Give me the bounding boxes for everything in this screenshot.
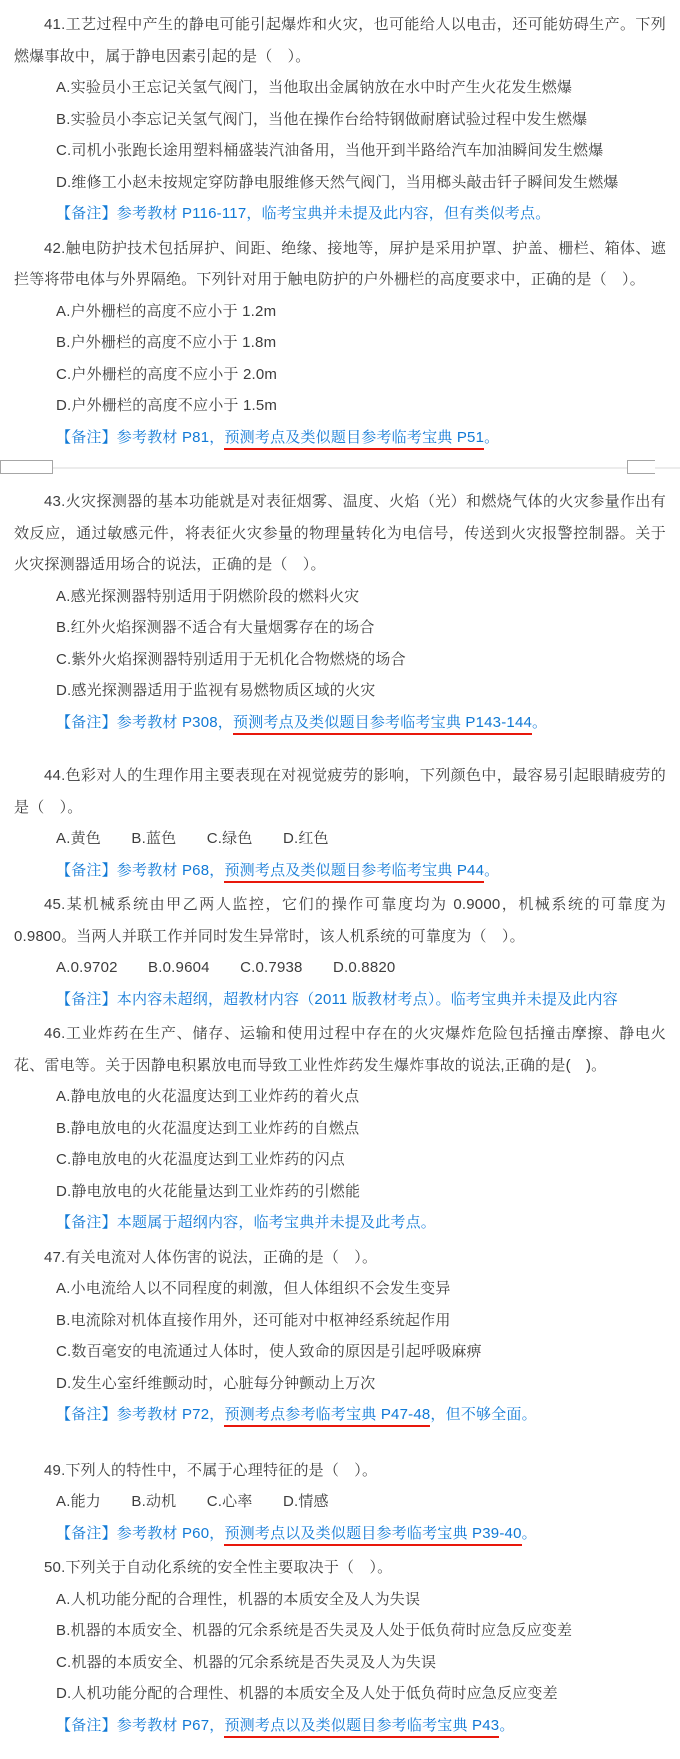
question-block-42 <box>14 233 666 454</box>
note-prefix-text: 【备注】参考教材 P81， <box>56 428 225 446</box>
option-C: C.静电放电的火花温度达到工业炸药的闪点 <box>56 1151 346 1168</box>
option-B: B.户外栅栏的高度不应小于 1.8m <box>56 334 277 351</box>
options-row: A.黄色 B.蓝色 C.绿色 D.红色 <box>56 830 329 847</box>
option-C: C.数百毫安的电流通过人体时，使人致命的原因是引起呼吸麻痹 <box>56 1343 482 1360</box>
question-block-43 <box>14 486 666 738</box>
option-C: C.户外栅栏的高度不应小于 2.0m <box>56 365 278 383</box>
options-row: A.0.9702 B.0.9604 C.0.7938 D.0.8820 <box>56 959 396 976</box>
note-prefix-text: 【备注】参考教材 P68， <box>56 861 225 879</box>
option-D: D.人机功能分配的合理性、机器的本质安全及人处于低负荷时应急反应变差 <box>56 1685 558 1702</box>
note-underlined-text: 预测考点参考临考宝典 P47-48 <box>224 1406 430 1427</box>
question-stem: 42.触电防护技术包括屏护、间距、绝缘、接地等，屏护是采用护罩、护盖、栅栏、箱体、遮拦等将带电体与外界隔绝。下列针对用于触电防护的户外栅栏的高度要求中，正确的是（ ）。 <box>14 239 666 288</box>
option-A: A.感光探测器特别适用于阴燃阶段的燃料火灾 <box>56 587 360 605</box>
note-suffix-text: 。 <box>484 861 500 879</box>
crop-mark-right <box>627 460 655 474</box>
question-stem: 47.有关电流对人体伤害的说法，正确的是（ ）。 <box>44 1248 378 1266</box>
note-underlined-text: 预测考点及类似题目参考临考宝典 P143-144 <box>233 714 532 735</box>
option-A: A.人机功能分配的合理性，机器的本质安全及人为失误 <box>56 1590 421 1608</box>
note-prefix-text: 【备注】本内容未超纲，超教材内容（2011 版教材考点）。临考宝典并未提及此内容 <box>56 990 618 1008</box>
question-stem: 45.某机械系统由甲乙两人监控，它们的操作可靠度均为 0.9000，机械系统的可靠度为 0.9800。当两人并联工作并同时发生异常时，该人机系统的可靠度为（ ）。 <box>14 896 666 945</box>
note-underlined-text: 预测考点以及类似题目参考临考宝典 P43 <box>224 1717 499 1738</box>
option-B: B.实验员小李忘记关氢气阀门，当他在操作台给特钢做耐磨试验过程中发生燃爆 <box>56 110 588 128</box>
note-prefix-text: 【备注】参考教材 P60， <box>56 1524 225 1542</box>
options-group <box>14 72 666 198</box>
option-A: A.户外栅栏的高度不应小于 1.2m <box>56 302 277 320</box>
option-B: B.机器的本质安全、机器的冗余系统是否失灵及人处于低负荷时应急反应变差 <box>56 1622 573 1639</box>
note-suffix-text: 。 <box>521 1524 537 1542</box>
crop-mark-left <box>0 460 53 474</box>
question-stem: 46.工业炸药在生产、储存、运输和使用过程中存在的火灾爆炸危险包括撞击摩擦、静电火花、雷电等。关于因静电积累放电而导致工业性炸药发生爆炸事故的说法,正确的是( )。 <box>14 1025 666 1074</box>
options-group <box>14 823 666 855</box>
note-underlined-text: 预测考点及类似题目参考临考宝典 P51 <box>224 429 484 450</box>
option-B: B.红外火焰探测器不适合有大量烟雾存在的场合 <box>56 619 375 636</box>
note-line <box>14 1518 666 1550</box>
blank-line <box>14 1431 666 1452</box>
option-A: A.静电放电的火花温度达到工业炸药的着火点 <box>56 1088 360 1105</box>
option-A: A.小电流给人以不同程度的刺激，但人体组织不会发生变异 <box>56 1280 451 1297</box>
note-line <box>14 1710 666 1742</box>
options-group <box>14 1273 666 1399</box>
option-B: B.静电放电的火花温度达到工业炸药的自燃点 <box>56 1119 360 1137</box>
note-prefix-text: 【备注】参考教材 P308， <box>56 713 234 731</box>
options-group <box>14 952 666 984</box>
note-line <box>14 422 666 454</box>
question-stem: 49.下列人的特性中，不属于心理特征的是（ ）。 <box>44 1461 378 1479</box>
option-D: D.户外栅栏的高度不应小于 1.5m <box>56 397 278 414</box>
note-underlined-text: 预测考点及类似题目参考临考宝典 P44 <box>224 862 484 883</box>
option-C: C.司机小张跑长途用塑料桶盛装汽油备用，当他开到半路给汽车加油瞬间发生燃爆 <box>56 142 604 159</box>
note-suffix-text: 。 <box>532 713 548 731</box>
blank-line <box>14 738 666 757</box>
options-row: A.能力 B.动机 C.心率 D.情感 <box>56 1493 329 1510</box>
options-group <box>14 581 666 707</box>
note-line <box>14 855 666 887</box>
note-prefix-text: 【备注】参考教材 P67， <box>56 1716 225 1734</box>
note-prefix-text: 【备注】本题属于超纲内容，临考宝典并未提及此考点。 <box>56 1214 437 1231</box>
options-group <box>14 1081 666 1207</box>
note-suffix-text: ，但不够全面。 <box>430 1406 537 1423</box>
option-C: C.紫外火焰探测器特别适用于无机化合物燃烧的场合 <box>56 650 406 668</box>
question-block-46 <box>14 1018 666 1239</box>
question-stem: 50.下列关于自动化系统的安全性主要取决于（ ）。 <box>44 1559 393 1576</box>
option-A: A.实验员小王忘记关氢气阀门，当他取出金属钠放在水中时产生火花发生燃爆 <box>56 79 573 96</box>
question-stem: 41.工艺过程中产生的静电可能引起爆炸和火灾，也可能给人以电击，还可能妨碍生产。下列燃爆事故中，属于静电因素引起的是（ ）。 <box>14 16 666 65</box>
question-block-47 <box>14 1242 666 1431</box>
question-block-49 <box>14 1455 666 1550</box>
note-suffix-text: 。 <box>484 428 500 446</box>
options-group <box>14 1486 666 1518</box>
options-group <box>14 1584 666 1710</box>
option-B: B.电流除对机体直接作用外，还可能对中枢神经系统起作用 <box>56 1311 451 1329</box>
option-D: D.维修工小赵未按规定穿防静电服维修天然气阀门，当用榔头敲击钎子瞬间发生燃爆 <box>56 173 619 191</box>
note-line <box>14 198 666 230</box>
question-list <box>14 9 666 1741</box>
note-prefix-text: 【备注】参考教材 P72， <box>56 1406 225 1423</box>
note-line <box>14 1207 666 1239</box>
option-C: C.机器的本质安全、机器的冗余系统是否失灵及人为失误 <box>56 1653 437 1671</box>
note-line <box>14 984 666 1016</box>
question-block-44 <box>14 760 666 886</box>
note-line <box>14 707 666 739</box>
note-line <box>14 1399 666 1431</box>
page-break <box>0 453 680 483</box>
option-D: D.静电放电的火花能量达到工业炸药的引燃能 <box>56 1182 361 1200</box>
question-block-45 <box>14 889 666 1015</box>
option-D: D.发生心室纤维颤动时，心脏每分钟颤动上万次 <box>56 1374 376 1392</box>
note-suffix-text: 。 <box>499 1716 515 1734</box>
option-D: D.感光探测器适用于监视有易燃物质区域的火灾 <box>56 682 376 699</box>
page-break-line <box>0 467 680 469</box>
options-group <box>14 296 666 422</box>
note-underlined-text: 预测考点以及类似题目参考临考宝典 P39-40 <box>224 1525 521 1546</box>
question-stem: 43.火灾探测器的基本功能就是对表征烟雾、温度、火焰（光）和燃烧气体的火灾参量作出有效反应，通过敏感元件，将表征火灾参量的物理量转化为电信号，传送到火灾报警控制器。关于火灾探测器适用场合的说法，正确的是（ ）。 <box>14 493 666 573</box>
note-prefix-text: 【备注】参考教材 P116-117，临考宝典并未提及此内容，但有类似考点。 <box>56 205 551 222</box>
question-stem: 44.色彩对人的生理作用主要表现在对视觉疲劳的影响，下列颜色中，最容易引起眼睛疲劳的是（ ）。 <box>14 767 666 816</box>
question-block-50 <box>14 1552 666 1741</box>
question-block-41 <box>14 9 666 230</box>
